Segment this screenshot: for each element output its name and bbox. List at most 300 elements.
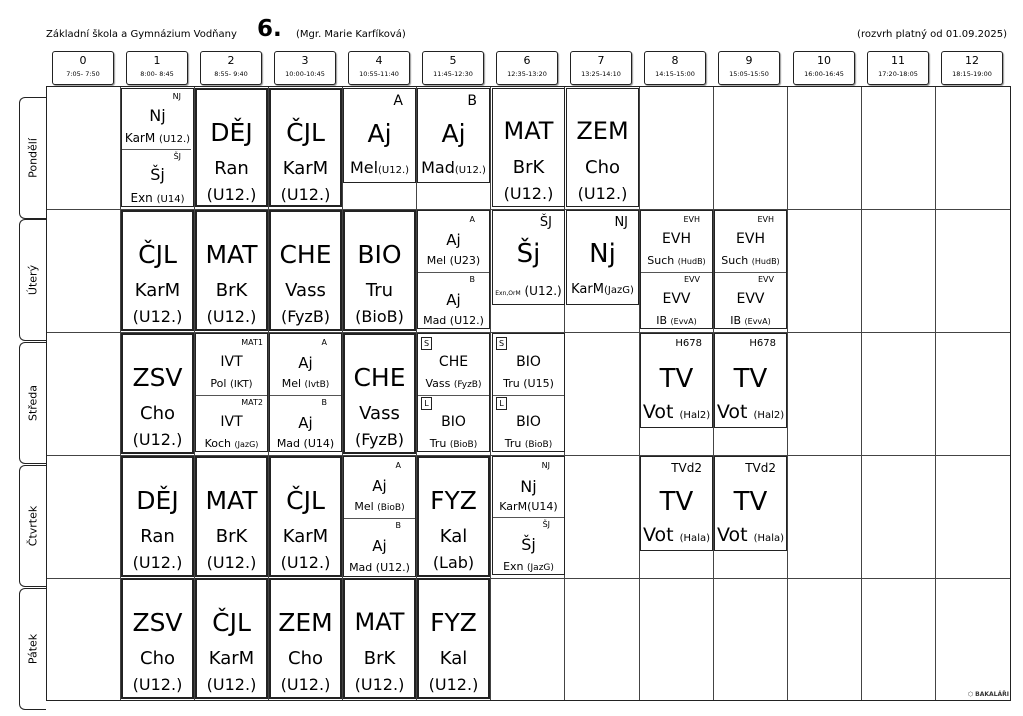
subject: EVV <box>662 291 691 307</box>
lesson-card-split[interactable] <box>195 333 268 452</box>
group-label: ŠJ <box>542 520 550 529</box>
room: (U12.) <box>132 430 183 449</box>
lesson-card-group[interactable] <box>714 333 787 428</box>
group-label: A <box>393 93 403 109</box>
room: (U12.) <box>132 307 183 326</box>
day-label-tuesday <box>19 219 46 341</box>
lesson-card[interactable] <box>417 578 490 699</box>
teacher-room <box>196 377 267 390</box>
group-label: NJ <box>541 461 550 470</box>
teacher: Mad <box>421 158 455 177</box>
teacher: Mad <box>276 437 301 450</box>
lesson-card[interactable] <box>121 456 194 577</box>
subject: BIO <box>516 354 541 370</box>
lesson-card-split[interactable] <box>269 333 342 452</box>
class-teacher: (Mgr. Marie Karfíková) <box>296 29 406 40</box>
split-divider <box>270 395 341 396</box>
teacher-room <box>715 254 786 267</box>
lesson-card[interactable] <box>343 210 416 331</box>
period-header-10 <box>793 51 855 85</box>
room: (U12.) <box>378 165 410 176</box>
group-label: A <box>395 461 401 470</box>
teacher: Kal <box>439 648 468 669</box>
teacher: BrK <box>215 280 248 301</box>
lesson-card-split[interactable] <box>417 333 490 452</box>
room: (U12.) <box>524 284 562 298</box>
teacher: Ran <box>214 158 249 179</box>
subject: DĚJ <box>136 486 179 515</box>
subject: Aj <box>441 119 466 148</box>
lesson-card[interactable] <box>269 88 342 207</box>
teacher: IB <box>730 314 742 327</box>
room: (JazG) <box>234 440 259 449</box>
subject: TV <box>659 364 694 394</box>
teacher-room <box>418 437 489 450</box>
subject: IVT <box>220 414 243 430</box>
group-label: B <box>467 93 477 109</box>
subject: ČJL <box>212 608 251 637</box>
room: (U12.) <box>577 184 628 203</box>
lesson-card[interactable] <box>121 578 194 699</box>
period-number: 1 <box>153 54 161 67</box>
period-number: 11 <box>891 54 905 67</box>
teacher: Such <box>647 254 675 267</box>
subject: ČJL <box>286 118 325 147</box>
lesson-card-group[interactable] <box>640 456 713 551</box>
group-label: NJ <box>172 92 181 101</box>
lesson-card-split[interactable] <box>492 456 565 575</box>
lesson-card-split[interactable] <box>640 210 713 329</box>
subject: ZEM <box>278 608 333 637</box>
group-label: A <box>321 338 327 347</box>
group-label: L <box>421 397 432 410</box>
subject: DĚJ <box>210 118 253 147</box>
teacher-room <box>344 158 415 177</box>
period-number: 2 <box>227 54 235 67</box>
teacher: Vot <box>716 401 748 423</box>
subject: FYZ <box>430 608 477 637</box>
room: (BioB) <box>377 503 405 513</box>
period-header-7 <box>570 51 632 85</box>
period-header-11 <box>867 51 929 85</box>
period-number: 7 <box>597 54 605 67</box>
lesson-card[interactable] <box>195 210 268 331</box>
teacher-room <box>715 524 786 546</box>
group-label: NJ <box>614 215 628 230</box>
lesson-card[interactable] <box>343 578 416 699</box>
subject: CHE <box>279 240 332 269</box>
room: (BioB) <box>355 307 404 326</box>
room: (BioB) <box>449 440 478 450</box>
lesson-card-group[interactable] <box>566 210 639 305</box>
period-time: 10:00-10:45 <box>285 70 325 78</box>
period-header-0 <box>52 51 114 85</box>
room: (U14) <box>303 437 335 450</box>
room: (FyzB) <box>280 307 331 326</box>
teacher: BrK <box>512 157 545 178</box>
teacher-room <box>270 437 341 450</box>
lesson-card[interactable] <box>417 456 490 577</box>
period-number: 6 <box>523 54 531 67</box>
period-time: 12:35-13:20 <box>507 70 547 78</box>
period-number: 4 <box>375 54 383 67</box>
split-divider <box>344 518 415 519</box>
group-label: H678 <box>749 338 776 349</box>
group-label: L <box>496 397 507 410</box>
teacher: Tru <box>504 437 522 450</box>
lesson-card[interactable] <box>269 578 342 699</box>
teacher: Tru <box>503 377 520 390</box>
split-divider <box>493 395 564 396</box>
teacher: BrK <box>363 648 396 669</box>
grid-line <box>787 87 788 700</box>
lesson-card[interactable] <box>195 578 268 699</box>
room: (Hal2) <box>753 410 785 421</box>
room: (U14) <box>527 500 558 513</box>
period-header-9 <box>718 51 780 85</box>
teacher: Such <box>721 254 749 267</box>
room: (U12.) <box>206 307 257 326</box>
lesson-card-split[interactable] <box>343 456 416 577</box>
teacher: Exn <box>503 560 524 573</box>
subject: Aj <box>298 414 313 432</box>
subject: ČJL <box>286 486 325 515</box>
subject: Šj <box>150 165 165 184</box>
room: (U15) <box>523 377 554 390</box>
room: (FyzB) <box>354 430 405 449</box>
teacher: Mel <box>349 158 379 177</box>
teacher-room <box>641 314 712 327</box>
subject: MAT <box>205 486 258 515</box>
period-time: 8:55- 9:40 <box>214 70 248 78</box>
subject: TV <box>733 487 768 517</box>
period-time: 10:55-11:40 <box>359 70 399 78</box>
grid-line <box>935 87 936 700</box>
teacher: Exn,OrM <box>495 290 521 297</box>
period-number: 3 <box>301 54 309 67</box>
room: (EvvA) <box>744 317 771 326</box>
logo-text: BAKALÁŘI <box>975 691 1009 698</box>
teacher: KarM <box>208 648 255 669</box>
room: (Hal2) <box>679 410 711 421</box>
teacher: KarM <box>571 282 604 297</box>
period-number: 8 <box>671 54 679 67</box>
room: (U12.) <box>503 184 554 203</box>
lesson-card[interactable] <box>492 88 565 207</box>
teacher: KarM <box>499 500 528 513</box>
subject: Aj <box>446 291 461 309</box>
room: (FyzB) <box>453 380 482 390</box>
subject: FYZ <box>430 486 477 515</box>
teacher: Vass <box>359 403 400 424</box>
subject: ZSV <box>132 608 183 637</box>
day-label-monday <box>19 97 46 219</box>
period-time: 16:00-16:45 <box>804 70 844 78</box>
group-label: S <box>496 337 507 350</box>
split-divider <box>122 149 191 150</box>
lesson-card-split[interactable] <box>417 210 490 329</box>
lesson-card[interactable] <box>195 456 268 577</box>
day-name: Úterý <box>26 264 40 296</box>
teacher: Vot <box>642 401 674 423</box>
split-divider <box>418 395 489 396</box>
group-label: EVH <box>757 215 774 224</box>
grid-line <box>490 87 491 700</box>
period-time: 7:05- 7:50 <box>66 70 100 78</box>
teacher-room <box>641 524 712 546</box>
room: (U12.) <box>454 165 486 176</box>
subject: ČJL <box>138 240 177 269</box>
teacher-room <box>567 282 638 297</box>
group-label: TVd2 <box>671 461 702 475</box>
period-header-2 <box>200 51 262 85</box>
group-label: MAT2 <box>241 398 263 407</box>
subject: EVH <box>662 231 691 247</box>
period-number: 12 <box>965 54 979 67</box>
group-label: TVd2 <box>745 461 776 475</box>
group-label: B <box>469 275 475 284</box>
group-label: S <box>421 337 432 350</box>
teacher-room <box>715 314 786 327</box>
bakalari-logo <box>968 691 1009 698</box>
day-label-friday <box>19 588 46 710</box>
room: (U12.) <box>375 561 410 574</box>
validity-date: (rozvrh platný od 01.09.2025) <box>857 29 1007 40</box>
room: (Lab) <box>432 553 475 572</box>
teacher: Cho <box>288 648 323 669</box>
group-label: EVV <box>758 275 774 284</box>
lesson-card[interactable] <box>343 333 416 454</box>
lesson-card-split[interactable] <box>121 88 194 207</box>
lesson-card[interactable] <box>195 88 268 207</box>
teacher-room: Mad (U12.) <box>423 314 484 327</box>
subject: Nj <box>149 106 166 125</box>
room: (Hala) <box>753 533 784 544</box>
room: (U12.) <box>280 185 331 204</box>
teacher: BrK <box>215 526 248 547</box>
teacher-room <box>270 377 341 390</box>
teacher-room <box>715 401 786 423</box>
day-name: Pátek <box>26 633 40 665</box>
split-divider <box>493 517 564 518</box>
teacher-room <box>493 377 564 390</box>
teacher: Ran <box>140 526 175 547</box>
subject: CHE <box>353 363 406 392</box>
lesson-card[interactable] <box>269 210 342 331</box>
subject: BIO <box>516 414 541 430</box>
lesson-card[interactable] <box>566 88 639 207</box>
subject: Nj <box>520 477 537 496</box>
teacher: Vass <box>285 280 326 301</box>
logo-icon: ⬡ <box>967 691 974 698</box>
lesson-card[interactable] <box>269 456 342 577</box>
lesson-card-split[interactable] <box>714 210 787 329</box>
teacher-room <box>493 560 564 573</box>
room: (U12.) <box>354 675 405 694</box>
lesson-card-group[interactable] <box>417 88 490 183</box>
room: (U12.) <box>132 675 183 694</box>
period-number: 5 <box>449 54 457 67</box>
group-label: EVV <box>684 275 700 284</box>
teacher-room: Mel (U23) <box>426 254 481 267</box>
teacher-room <box>493 284 564 298</box>
room: (U14) <box>156 194 185 205</box>
period-header-4 <box>348 51 410 85</box>
group-label: A <box>469 215 475 224</box>
teacher: KarM <box>124 131 156 145</box>
day-name: Pondělí <box>26 138 40 178</box>
room: (U12.) <box>428 675 479 694</box>
period-time: 13:25-14:10 <box>581 70 621 78</box>
room: (U12.) <box>280 553 331 572</box>
teacher-room <box>122 191 193 205</box>
group-label: H678 <box>675 338 702 349</box>
teacher: KarM <box>134 280 181 301</box>
period-header-6 <box>496 51 558 85</box>
room: (U12.) <box>206 553 257 572</box>
group-label: B <box>395 521 401 530</box>
teacher: Tru <box>365 280 394 301</box>
teacher-room <box>122 131 193 145</box>
split-divider <box>641 272 712 273</box>
day-name: Čtvrtek <box>26 505 40 547</box>
teacher: IB <box>656 314 668 327</box>
subject: Aj <box>367 119 392 148</box>
subject: TV <box>733 364 768 394</box>
teacher: KarM <box>282 526 329 547</box>
room: (IKT) <box>229 379 253 390</box>
lesson-card-group[interactable] <box>640 333 713 428</box>
period-time: 18:15-19:00 <box>952 70 992 78</box>
day-label-wednesday <box>19 342 46 464</box>
school-name: Základní škola a Gymnázium Vodňany <box>46 29 237 40</box>
split-divider <box>715 272 786 273</box>
room: (U12.) <box>280 675 331 694</box>
subject: ZEM <box>576 117 629 145</box>
room: (BioB) <box>524 440 553 450</box>
subject: ZSV <box>132 363 183 392</box>
subject: BIO <box>441 414 466 430</box>
period-time: 11:45-12:30 <box>433 70 473 78</box>
teacher: Mel <box>281 377 302 390</box>
group-label: ŠJ <box>173 152 181 161</box>
group-label: MAT1 <box>241 338 263 347</box>
room: (HudB) <box>677 257 706 266</box>
group-label: ŠJ <box>539 215 552 230</box>
day-label-thursday <box>19 465 46 587</box>
lesson-card[interactable] <box>121 333 194 454</box>
lesson-card-group[interactable] <box>714 456 787 551</box>
room: (U12.) <box>206 675 257 694</box>
teacher: Tru <box>429 437 447 450</box>
room: (U12.) <box>159 134 191 145</box>
teacher: Mel <box>354 500 374 513</box>
teacher: Mad <box>349 561 373 574</box>
lesson-card[interactable] <box>121 210 194 331</box>
period-time: 15:05-15:50 <box>729 70 769 78</box>
teacher: Vot <box>642 524 674 546</box>
subject: EVH <box>736 231 765 247</box>
teacher: KarM <box>282 158 329 179</box>
room: (U12.) <box>206 185 257 204</box>
room: (Hala) <box>679 533 710 544</box>
lesson-card-group[interactable] <box>343 88 416 183</box>
room: (JazG) <box>527 563 554 573</box>
teacher-room <box>641 401 712 423</box>
room: (IvtB) <box>304 380 330 390</box>
room: (U12.) <box>132 553 183 572</box>
teacher: Vot <box>716 524 748 546</box>
subject: TV <box>659 487 694 517</box>
teacher: Cho <box>140 403 175 424</box>
teacher-room <box>196 437 267 450</box>
period-number: 10 <box>817 54 831 67</box>
teacher: Pol <box>210 377 227 390</box>
teacher: Cho <box>585 157 620 178</box>
group-label: B <box>321 398 327 407</box>
teacher-room <box>418 158 489 177</box>
teacher: Exn <box>130 191 153 205</box>
teacher: Koch <box>204 437 231 450</box>
teacher: Cho <box>140 648 175 669</box>
subject: Aj <box>372 537 387 555</box>
room: (HudB) <box>751 257 780 266</box>
subject: Šj <box>516 239 541 269</box>
subject: MAT <box>354 608 405 636</box>
teacher: Vass <box>425 377 451 390</box>
grid-line <box>861 87 862 700</box>
subject: MAT <box>205 240 258 269</box>
teacher-room <box>493 437 564 450</box>
split-divider <box>418 272 489 273</box>
split-divider <box>196 395 267 396</box>
teacher-room <box>344 500 415 513</box>
period-time: 8:00- 8:45 <box>140 70 174 78</box>
period-header-1 <box>126 51 188 85</box>
teacher-room <box>418 377 489 390</box>
subject: Aj <box>298 354 313 372</box>
period-time: 17:20-18:05 <box>878 70 918 78</box>
period-header-8 <box>644 51 706 85</box>
subject: EVV <box>736 291 765 307</box>
day-name: Středa <box>26 384 40 422</box>
subject: CHE <box>438 354 469 370</box>
subject: Aj <box>446 231 461 249</box>
subject: MAT <box>503 117 554 145</box>
group-label: EVH <box>683 215 700 224</box>
class-name: 6. <box>257 16 282 42</box>
subject: Nj <box>589 239 616 269</box>
room: (EvvA) <box>670 317 697 326</box>
period-header-5 <box>422 51 484 85</box>
teacher: Kal <box>439 526 468 547</box>
teacher-room <box>493 500 564 513</box>
lesson-card-split[interactable] <box>492 333 565 452</box>
period-time: 14:15-15:00 <box>655 70 695 78</box>
period-header-3 <box>274 51 336 85</box>
subject: IVT <box>220 354 243 370</box>
teacher-room <box>344 561 415 574</box>
period-number: 9 <box>745 54 753 67</box>
period-number: 0 <box>79 54 87 67</box>
room: (JazG) <box>603 285 634 296</box>
lesson-card-group[interactable] <box>492 210 565 305</box>
subject: BIO <box>357 240 402 269</box>
period-header-12 <box>941 51 1003 85</box>
subject: Šj <box>521 535 536 554</box>
teacher-room <box>641 254 712 267</box>
subject: Aj <box>372 477 387 495</box>
